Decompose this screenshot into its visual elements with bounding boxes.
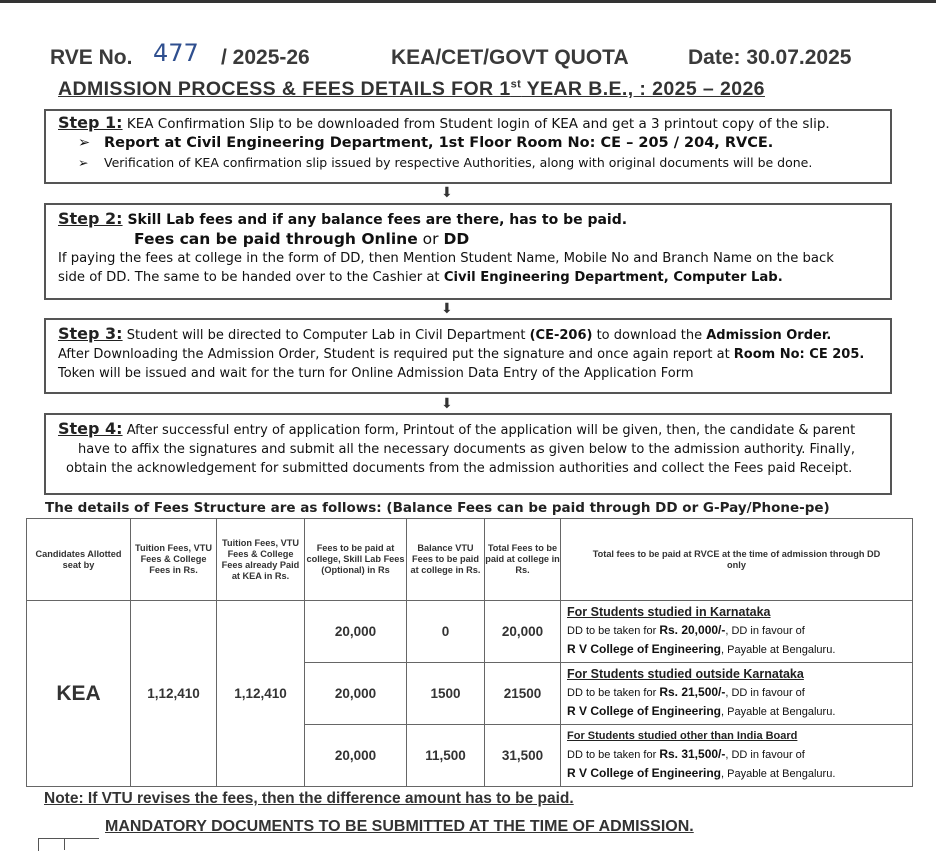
total-fees: 20,000 xyxy=(485,601,561,663)
total-fees: 31,500 xyxy=(485,725,561,787)
document-date: Date: 30.07.2025 xyxy=(688,46,852,69)
step-4-label: Step 4: xyxy=(58,419,123,438)
dd-instructions: For Students studied in Karnataka DD to be taken for Rs. 20,000/-, DD in favour of R V College of Engineering, Payable at Bengaluru. xyxy=(561,601,913,663)
fees-table xyxy=(26,518,913,787)
down-arrow-icon: ⬇ xyxy=(441,185,453,201)
rve-number-handwritten: 477 xyxy=(153,39,199,67)
step-1-box xyxy=(44,109,892,184)
mandatory-documents-heading: MANDATORY DOCUMENTS TO BE SUBMITTED AT THE TIME OF ADMISSION. xyxy=(105,818,694,835)
step-3-token-text: Token will be issued and wait for the turn for Online Admission Data Entry of the Application Form xyxy=(58,366,694,381)
quota-label: KEA/CET/GOVT QUOTA xyxy=(391,46,629,69)
arrow-bullet-icon: ➢ xyxy=(78,135,91,151)
rve-label: RVE No. xyxy=(50,46,133,69)
balance-vtu-fees: 0 xyxy=(407,601,485,663)
header-cell: Tuition Fees, VTU Fees & College Fees already Paid at KEA in Rs. xyxy=(217,519,305,601)
step-1-report-location: Report at Civil Engineering Department, 1st Floor Room No: CE – 205 / 204, RVCE. xyxy=(104,135,774,151)
skill-lab-fees: 20,000 xyxy=(305,663,407,725)
header-cell: Total fees to be paid at RVCE at the time of admission through DD only xyxy=(561,519,913,601)
step-2-instruction: If paying the fees at college in the form of DD, then Mention Student Name, Mobile No and Branch Name on the back xyxy=(58,251,834,266)
header-cell: Candidates Allotted seat by xyxy=(27,519,131,601)
step-4-line3: obtain the acknowledgement for submitted documents from the admission authorities and collect the Fees paid Receipt. xyxy=(66,461,853,476)
balance-vtu-fees: 11,500 xyxy=(407,725,485,787)
balance-vtu-fees: 1500 xyxy=(407,663,485,725)
seat-allotted-by: KEA xyxy=(27,601,131,787)
step-2-line1: Skill Lab fees and if any balance fees are there, has to be paid. xyxy=(122,212,628,228)
total-fees: 21500 xyxy=(485,663,561,725)
documents-table-edge xyxy=(38,838,99,851)
page-title: ADMISSION PROCESS & FEES DETAILS FOR 1st YEAR B.E., : 2025 – 2026 xyxy=(58,78,765,100)
header-cell: Fees to be paid at college, Skill Lab Fees (Optional) in Rs xyxy=(305,519,407,601)
skill-lab-fees: 20,000 xyxy=(305,601,407,663)
down-arrow-icon: ⬇ xyxy=(441,396,453,412)
header-cell: Total Fees to be paid at college in Rs. xyxy=(485,519,561,601)
skill-lab-fees: 20,000 xyxy=(305,725,407,787)
step-1-label: Step 1: xyxy=(58,113,123,132)
academic-year: / 2025-26 xyxy=(221,46,310,69)
step-2-box: Step 2: Skill Lab fees and if any balance fees are there, has to be paid. Fees can be paid through Online or DD If paying the fees at college in the form of DD, then Mention Student Name, Mobile No and Branch Name on the back side of DD. The same to be handed over to the Cashier at Civil Engineering Department, Computer Lab. xyxy=(44,203,892,300)
dd-instructions: For Students studied outside Karnataka DD to be taken for Rs. 21,500/-, DD in favour of R V College of Engineering, Payable at Bengaluru. xyxy=(561,663,913,725)
fees-structure-heading: The details of Fees Structure are as follows: (Balance Fees can be paid through DD or G-Pay/Phone-pe) xyxy=(45,500,830,516)
down-arrow-icon: ⬇ xyxy=(441,301,453,317)
step-4-box: Step 4: After successful entry of application form, Printout of the application will be given, then, the candidate & parent have to affix the signatures and submit all the necessary documents as given below to the admission authority. Finally, obtain the acknowledgement for submitted documents from the admission authorities and collect the Fees paid Receipt. xyxy=(44,413,892,495)
table-row xyxy=(27,601,913,663)
table-header-row xyxy=(27,519,913,601)
tuition-fees: 1,12,410 xyxy=(131,601,217,787)
header-cell: Balance VTU Fees to be paid at college in Rs. xyxy=(407,519,485,601)
step-1-text: KEA Confirmation Slip to be downloaded from Student login of KEA and get a 3 printout copy of the slip. xyxy=(122,116,830,132)
step-2-label: Step 2: xyxy=(58,209,123,228)
dd-instructions: For Students studied other than India Board DD to be taken for Rs. 31,500/-, DD in favour of R V College of Engineering, Payable at Bengaluru. xyxy=(561,725,913,787)
step-4-line2: have to affix the signatures and submit all the necessary documents as given below to the admission authority. Finally, xyxy=(78,442,855,457)
fees-revision-note: Note: If VTU revises the fees, then the difference amount has to be paid. xyxy=(44,790,574,807)
step-1-verification: Verification of KEA confirmation slip issued by respective Authorities, along with original documents will be done. xyxy=(104,155,813,170)
step-3-label: Step 3: xyxy=(58,324,123,343)
document-header xyxy=(50,39,890,76)
header-cell: Tuition Fees, VTU Fees & College Fees in Rs. xyxy=(131,519,217,601)
arrow-bullet-icon: ➢ xyxy=(78,155,89,170)
documents-table-divider xyxy=(64,838,65,850)
step-3-box: Step 3: Student will be directed to Computer Lab in Civil Department (CE-206) to download the Admission Order. After Downloading the Admission Order, Student is required put the signature and once again report at Room No: CE 205. Token will be issued and wait for the turn for Online Admission Data Entry of the Application Form xyxy=(44,318,892,394)
paid-at-kea: 1,12,410 xyxy=(217,601,305,787)
top-border xyxy=(0,0,936,3)
